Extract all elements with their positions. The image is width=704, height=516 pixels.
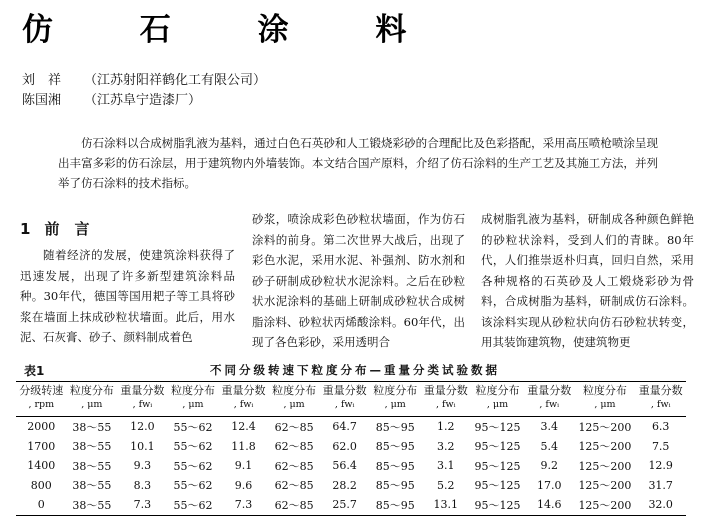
table-cell: 125～200 <box>578 420 632 434</box>
table-cell: 85～95 <box>375 479 415 493</box>
header-label: 粒度分布 <box>170 384 215 397</box>
table-cell: 9.2 <box>540 459 558 473</box>
table-cell: 95～125 <box>474 479 521 493</box>
table-cell: 62～85 <box>274 459 314 473</box>
header-label: 粒度分布 <box>69 384 114 397</box>
table-cell: 55～62 <box>173 440 213 454</box>
header-unit: , fwᵢ <box>435 399 456 410</box>
table-cell: 62～85 <box>274 479 314 493</box>
table-cell: 8.3 <box>133 478 152 492</box>
table-header-cell <box>218 382 269 417</box>
body-column-3 <box>481 209 694 353</box>
table-cell: 12.0 <box>130 420 155 434</box>
table-cell: 85～95 <box>370 495 421 515</box>
table-header-cell <box>635 382 686 417</box>
table-row <box>16 437 686 457</box>
header-label: 粒度分布 <box>582 384 627 397</box>
author-list <box>22 71 266 111</box>
table-cell: 12.9 <box>648 459 673 473</box>
table-cell: 9.6 <box>234 478 253 492</box>
table-header-cell <box>16 382 67 417</box>
table-cell: 95～125 <box>471 495 524 515</box>
table-cell: 14.6 <box>524 495 575 515</box>
article-title: 仿 石 涂 料 <box>22 12 445 48</box>
table-cell: 38～55 <box>67 495 118 515</box>
table-row <box>16 495 686 515</box>
table-header-cell <box>370 382 421 417</box>
table-row <box>16 417 686 437</box>
table-cell: 13.1 <box>421 495 472 515</box>
table-header-cell <box>524 382 575 417</box>
table-cell: 25.7 <box>319 495 370 515</box>
body-column-2 <box>252 209 465 353</box>
table-cell: 85～95 <box>375 440 415 454</box>
table-cell: 38～55 <box>72 459 112 473</box>
header-unit: , fwᵢ <box>650 399 671 410</box>
table-cell: 95～125 <box>474 440 521 454</box>
table-cell: 5.2 <box>437 478 455 492</box>
table-header-cell <box>117 382 168 417</box>
header-unit: , μm <box>182 399 204 410</box>
table-cell: 17.0 <box>536 478 562 492</box>
table-cell: 32.0 <box>635 495 686 515</box>
header-label: 重量分数 <box>221 384 266 397</box>
header-label: 粒度分布 <box>272 384 317 397</box>
table-cell: 125～200 <box>578 459 632 473</box>
header-label: 粒度分布 <box>373 384 418 397</box>
header-unit: , fwᵢ <box>233 399 254 410</box>
header-unit: , μm <box>486 399 509 410</box>
table-cell: 62.0 <box>332 439 357 453</box>
table-cell: 55～62 <box>173 479 213 493</box>
author-affiliation: （江苏阜宁造漆厂） <box>84 93 202 108</box>
table-cell: 95～125 <box>474 459 521 473</box>
table-header-cell <box>319 382 370 417</box>
table-header-cell <box>471 382 524 417</box>
table-label: 表1 <box>24 364 45 378</box>
table-cell: 1.2 <box>437 420 455 434</box>
table-cell: 800 <box>30 478 52 492</box>
body-paragraph: 成树脂乳液为基料，研制成各种颜色鲜艳的砂粒状涂料，受到人们的青睐。80年代，人们推崇返朴归真，回归自然，采用各种规格的石英砂及人工煅烧彩砂为骨料，合成树脂为基料，研制成仿石涂料。该涂料实现从砂粒状向仿石砂粒状转变，用其装饰建筑物，使建筑物更 <box>481 212 694 349</box>
table-header-cell <box>168 382 219 417</box>
table-cell: 10.1 <box>130 439 155 453</box>
abstract-text: 仿石涂料以合成树脂乳液为基料，通过白色石英砂和人工锻烧彩砂的合理配比及色彩搭配，采用高压喷枪喷涂呈现出丰富多彩的仿石涂层，用于建筑物内外墙装饰。本文结合国产原料，介绍了仿石涂料的生产工艺及其施工方法，并列举了仿石涂料的技术指标。 <box>58 136 658 190</box>
table-header-row <box>16 382 686 417</box>
header-unit: , fwᵢ <box>539 399 559 410</box>
table-cell: 55～62 <box>168 495 219 515</box>
header-unit: , μm <box>283 399 305 410</box>
table-row <box>16 476 686 496</box>
table-cell: 12.4 <box>231 420 256 434</box>
author-entry <box>22 91 266 111</box>
table-cell: 9.3 <box>133 459 152 473</box>
section-title: 前 言 <box>44 220 90 238</box>
table-cell: 11.8 <box>231 439 256 453</box>
table-header-cell <box>421 382 472 417</box>
table-cell: 7.3 <box>117 495 168 515</box>
table-cell: 125～200 <box>574 495 635 515</box>
table-cell: 125～200 <box>578 479 632 493</box>
table-cell: 95～125 <box>474 420 521 434</box>
table-cell: 62～85 <box>274 440 314 454</box>
author-name: 刘 祥 <box>22 73 62 88</box>
table-header-cell <box>269 382 320 417</box>
table-cell: 85～95 <box>375 459 415 473</box>
header-unit: , rpm <box>28 399 55 410</box>
table-cell: 3.2 <box>437 439 455 453</box>
table-header-cell <box>67 382 118 417</box>
body-paragraph: 随着经济的发展，使建筑涂料获得了迅速发展，出现了许多新型建筑涂料品种。30年代，德国等国用耙子等工具将砂浆在墙面上抹成砂粒状墙面。此后，用水泥、石灰膏、砂子、颜料制成着色 <box>20 248 235 344</box>
body-paragraph: 砂浆，喷涂成彩色砂粒状墙面，作为仿石涂料的前身。第二次世界大战后，出现了彩色水泥，采用水泥、补强剂、防水剂和砂子研制成砂粒状水泥涂料。之后在砂粒状水泥涂料的基础上研制成砂粒状合成树脂涂料、砂粒状丙烯酸涂料。60年代，出现了各色彩砂，采用透明合 <box>252 212 465 349</box>
table-cell: 9.1 <box>234 459 253 473</box>
table-cell: 2000 <box>27 420 56 434</box>
table-cell: 6.3 <box>651 420 670 434</box>
table-cell: 62～85 <box>269 495 320 515</box>
table-cell: 7.3 <box>218 495 269 515</box>
section-heading <box>20 218 89 239</box>
header-label: 重量分数 <box>423 384 468 397</box>
header-label: 重量分数 <box>527 384 572 397</box>
header-label: 重量分数 <box>120 384 165 397</box>
section-number: 1 <box>20 220 31 238</box>
author-affiliation: （江苏射阳祥鹤化工有限公司） <box>84 73 267 88</box>
table-cell: 0 <box>16 495 67 515</box>
table-caption: 不同分级转速下粒度分布—重量分类试验数据 <box>210 363 500 377</box>
table-cell: 5.4 <box>540 439 558 453</box>
header-unit: , μm <box>384 399 406 410</box>
header-unit: , μm <box>594 399 616 410</box>
table-cell: 1400 <box>27 459 56 473</box>
header-label: 粒度分布 <box>475 384 520 397</box>
body-column-1 <box>20 245 235 348</box>
author-name: 陈国湘 <box>22 93 62 108</box>
header-unit: , fwᵢ <box>334 399 355 410</box>
table-cell: 38～55 <box>72 440 112 454</box>
table-cell: 55～62 <box>173 459 213 473</box>
table-cell: 125～200 <box>578 440 632 454</box>
table-cell: 85～95 <box>375 420 415 434</box>
table-cell: 31.7 <box>648 478 673 492</box>
table-cell: 1700 <box>27 439 56 453</box>
abstract <box>58 133 658 193</box>
table-cell: 28.2 <box>332 478 357 492</box>
data-table <box>16 381 686 516</box>
table-cell: 7.5 <box>651 439 670 453</box>
table-cell: 3.4 <box>540 420 558 434</box>
table-row <box>16 456 686 476</box>
table-cell: 38～55 <box>72 420 112 434</box>
table-cell: 64.7 <box>332 420 357 434</box>
table-body <box>16 417 686 516</box>
table-header-cell <box>574 382 635 417</box>
header-unit: , μm <box>81 399 103 410</box>
header-label: 重量分数 <box>638 384 683 397</box>
table-cell: 56.4 <box>332 459 357 473</box>
header-label: 分级转速 <box>19 384 64 397</box>
table-cell: 3.1 <box>437 459 455 473</box>
table-cell: 55～62 <box>173 420 213 434</box>
header-unit: , fwᵢ <box>132 399 153 410</box>
author-entry <box>22 71 266 91</box>
table-cell: 62～85 <box>274 420 314 434</box>
header-label: 重量分数 <box>322 384 367 397</box>
table-cell: 38～55 <box>72 479 112 493</box>
